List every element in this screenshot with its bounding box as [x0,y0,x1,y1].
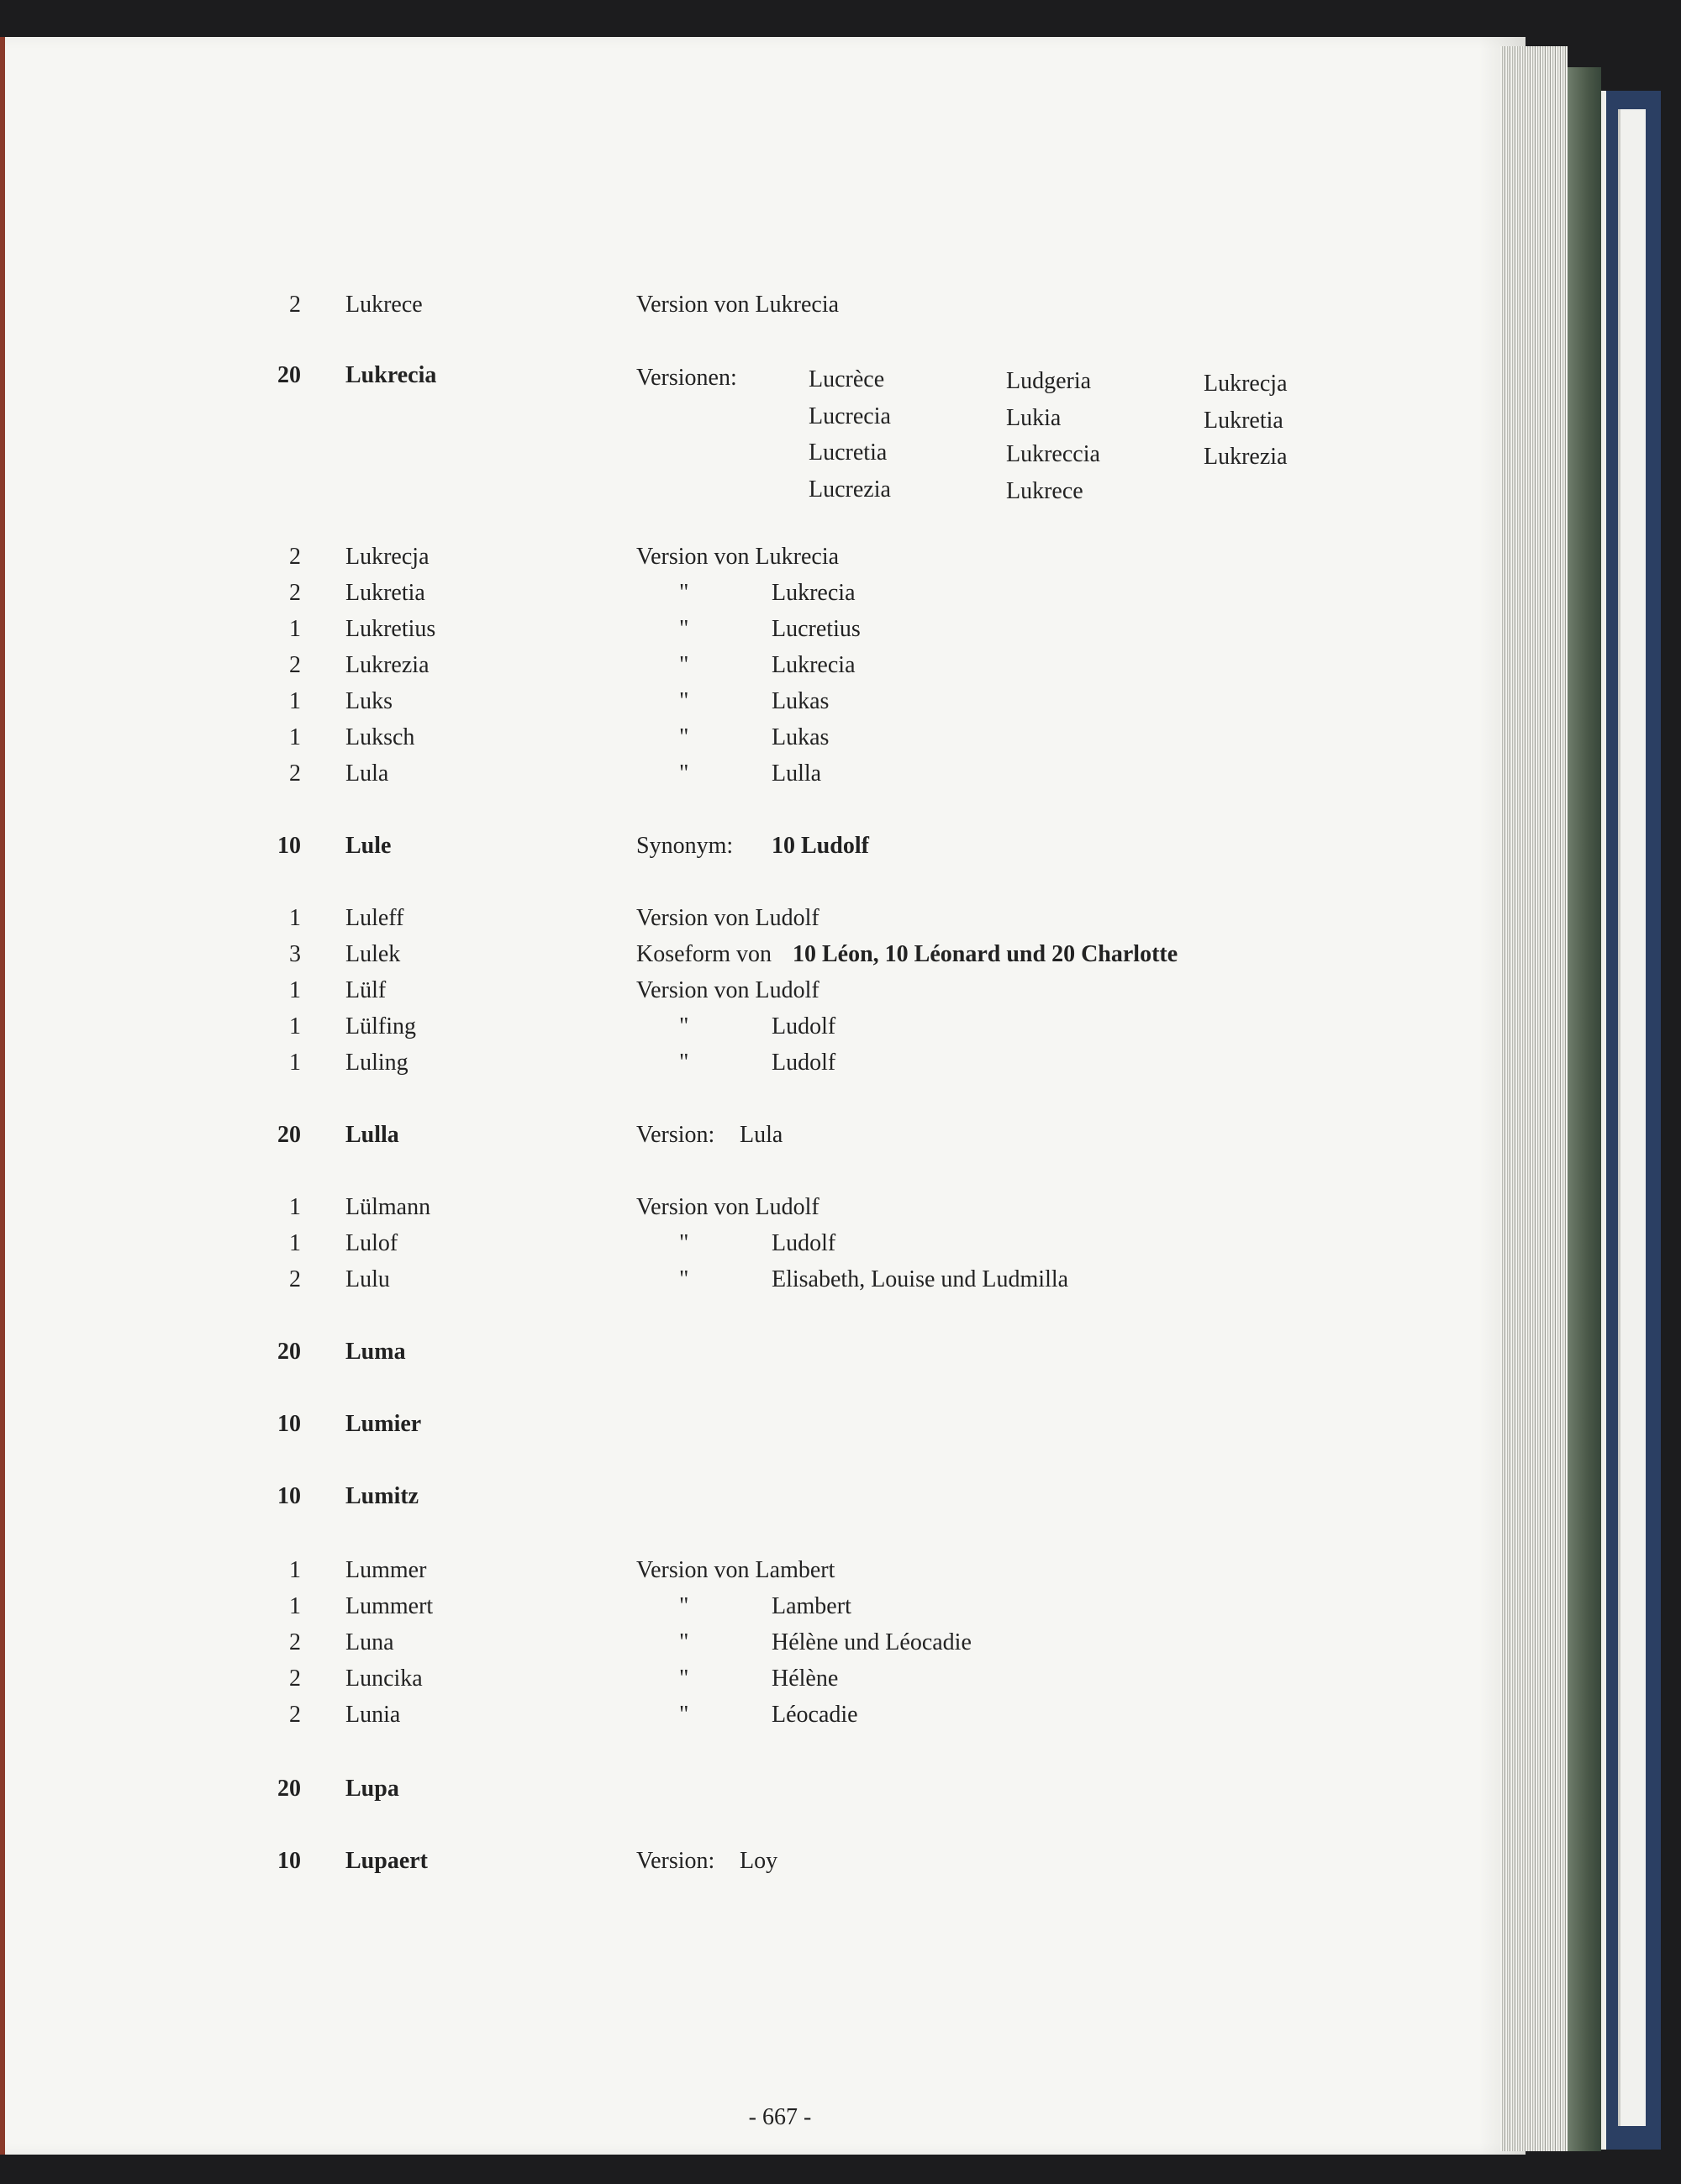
entry-name: Lupaert [345,1848,428,1874]
version-item: Lucretia [809,439,888,466]
entry-name: Lukretia [345,580,425,606]
entry-count: 1 [289,616,301,642]
entry-name: Luksch [345,724,415,750]
entry-count: 2 [289,292,301,318]
entry-name: Lunia [345,1702,401,1728]
version-item: Lucrezia [809,476,891,503]
book-page-edges [1500,46,1568,2151]
entry-row [0,1263,1479,1297]
entry-row [0,1191,1479,1224]
ditto-mark: " [679,1013,689,1039]
entry-count: 2 [289,760,301,787]
entry-count: 1 [289,1050,301,1076]
entry-row [0,288,1479,322]
entry-row [0,576,1479,610]
entry-name: Luma [345,1339,406,1365]
entry-count: 2 [289,1266,301,1292]
entry-name: Luleff [345,905,404,931]
entry-count: 2 [289,1629,301,1655]
entry-row [0,1408,1479,1441]
entry-name: Luling [345,1050,408,1076]
entry-description: Version: [636,1848,715,1874]
entry-description: Version von Ludolf [636,1194,819,1220]
entry-name: Lulla [345,1122,399,1148]
entry-description: Version von Lambert [636,1557,835,1583]
entry-count: 1 [289,688,301,714]
entry-reference: Loy [740,1848,778,1874]
entry-reference: Hélène [772,1666,839,1692]
entry-row [0,1772,1479,1806]
entry-count: 2 [289,580,301,606]
entry-count: 2 [289,544,301,570]
entry-reference: Léocadie [772,1702,858,1728]
entry-reference: Lukas [772,724,830,750]
ditto-mark: " [679,580,689,606]
entry-name: Lulu [345,1266,390,1292]
entry-reference: Lucretius [772,616,861,642]
entry-name: Lulek [345,941,401,967]
entry-name: Lummer [345,1557,427,1583]
ditto-mark: " [679,1629,689,1655]
ditto-mark: " [679,688,689,714]
entry-name: Lülmann [345,1194,431,1220]
entry-count: 20 [277,1122,301,1148]
entry-name: Luks [345,688,393,714]
entry-row [0,721,1479,755]
entry-reference: Ludolf [772,1050,836,1076]
entry-count: 10 [277,1848,301,1874]
ditto-mark: " [679,1666,689,1692]
entry-row [0,1554,1479,1587]
entry-count: 2 [289,1666,301,1692]
entry-name: Lukretius [345,616,436,642]
entry-name: Lummert [345,1593,434,1619]
entry-reference: Ludolf [772,1230,836,1256]
entry-count: 1 [289,1194,301,1220]
left-cover-edge [0,37,5,2155]
entry-row [0,1845,1479,1878]
entry-row [0,1118,1479,1152]
entry-row [0,540,1479,574]
ditto-mark: " [679,724,689,750]
entry-row [0,829,1479,863]
entry-row [0,1335,1479,1369]
entry-description: Version von Ludolf [636,905,819,931]
ditto-mark: " [679,1702,689,1728]
version-item: Ludgeria [1006,368,1092,394]
entry-name: Lule [345,833,392,859]
entry-row [0,1662,1479,1696]
entry-reference: Lukrecia [772,652,856,678]
version-item: Lukrecja [1204,371,1288,397]
version-list-col3 [1204,366,1288,476]
entry-count: 2 [289,652,301,678]
entry-row [0,649,1479,682]
entry-count: 20 [277,1776,301,1802]
entry-name: Lumier [345,1411,422,1437]
entry-reference: 10 Léon, 10 Léonard und 20 Charlotte [793,941,1178,967]
entry-name: Lülfing [345,1013,416,1039]
entry-count: 1 [289,977,301,1003]
entry-reference: Lulla [772,760,822,787]
entry-name: Lukrecja [345,544,429,570]
entry-reference: Ludolf [772,1013,836,1039]
ditto-mark: " [679,616,689,642]
entry-reference: Elisabeth, Louise und Ludmilla [772,1266,1069,1292]
entry-count: 1 [289,1593,301,1619]
entry-name: Lukrezia [345,652,429,678]
ditto-mark: " [679,760,689,787]
entry-description: Koseform von [636,941,772,967]
entry-count: 1 [289,724,301,750]
entry-count: 20 [277,362,301,388]
entry-name: Lülf [345,977,387,1003]
entry-count: 10 [277,1483,301,1509]
entry-count: 1 [289,1557,301,1583]
version-item: Lukretia [1204,407,1283,434]
version-list-col1 [809,361,891,508]
version-list-col2 [1006,363,1100,509]
entry-row [0,1626,1479,1660]
version-item: Lukreccia [1006,441,1100,467]
entry-reference: Lula [740,1122,783,1148]
entry-row [0,1046,1479,1080]
ditto-mark: " [679,1050,689,1076]
version-item: Lukrezia [1204,444,1288,470]
ditto-mark: " [679,1230,689,1256]
entry-count: 1 [289,1013,301,1039]
entry-row [0,1698,1479,1732]
entry-name: Luncika [345,1666,423,1692]
entry-reference: 10 Ludolf [772,833,869,859]
entry-description: Version von Lukrecia [636,544,840,570]
entry-reference: Lukrecia [772,580,856,606]
entry-count: 10 [277,1411,301,1437]
entry-row [0,902,1479,935]
book-page-edges-dark [1568,67,1601,2151]
ditto-mark: " [679,1266,689,1292]
entry-description: Version von Lukrecia [636,292,840,318]
book-cover-inner [1618,109,1646,2126]
entry-row [0,1227,1479,1260]
version-item: Lucrèce [809,366,885,392]
entry-row [0,685,1479,718]
entry-description: Versionen: [636,365,737,391]
ditto-mark: " [679,1593,689,1619]
entry-row [0,613,1479,646]
entry-name: Lumitz [345,1483,419,1509]
entry-row [0,938,1479,971]
entry-row [0,1480,1479,1513]
entry-row [0,1590,1479,1624]
version-item: Lukrece [1006,477,1083,504]
entry-name: Lupa [345,1776,399,1802]
entry-row [0,1010,1479,1044]
entry-count: 1 [289,1230,301,1256]
entry-count: 10 [277,833,301,859]
entry-reference: Hélène und Léocadie [772,1629,972,1655]
entry-description: Synonym: [636,833,734,859]
entry-description: Version von Ludolf [636,977,819,1003]
entry-count: 3 [289,941,301,967]
entry-count: 20 [277,1339,301,1365]
ditto-mark: " [679,652,689,678]
entry-reference: Lukas [772,688,830,714]
version-item: Lukia [1006,404,1062,431]
entry-name: Lulof [345,1230,398,1256]
page-number: - 667 - [748,2104,812,2130]
entry-name: Lula [345,760,389,787]
entry-reference: Lambert [772,1593,851,1619]
entry-name: Luna [345,1629,394,1655]
entry-row [0,757,1479,791]
entry-name: Lukrece [345,292,423,318]
entry-description: Version: [636,1122,715,1148]
version-item: Lucrecia [809,403,891,429]
entry-row [0,974,1479,1008]
entry-count: 2 [289,1702,301,1728]
entry-name: Lukrecia [345,362,437,388]
entry-count: 1 [289,905,301,931]
book-page [0,37,1526,2155]
